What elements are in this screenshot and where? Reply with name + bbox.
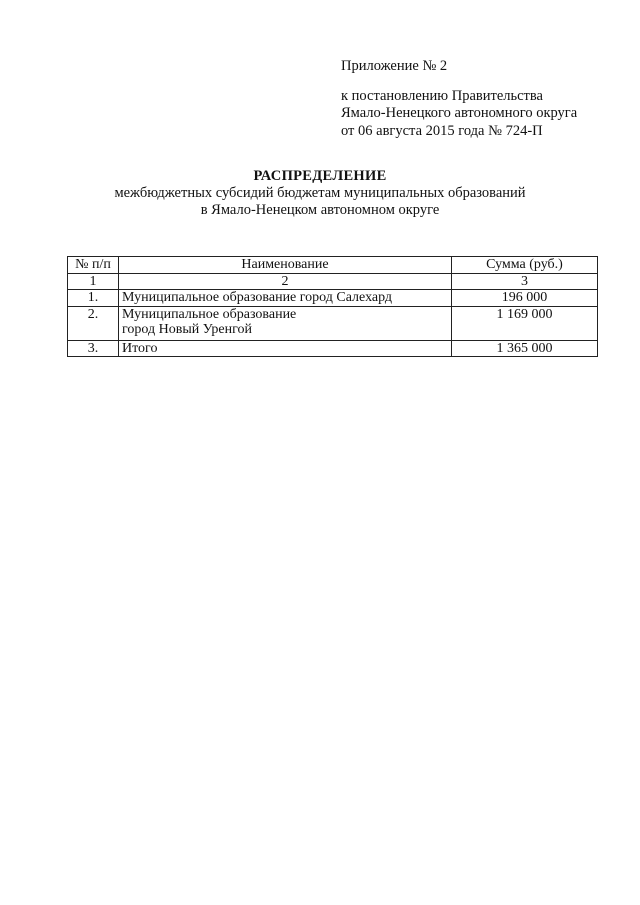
header-sum: Сумма (руб.) [452, 257, 598, 274]
header-number: № п/п [68, 257, 119, 274]
row-name-line-1: Итого [122, 340, 158, 356]
row-name [119, 306, 452, 340]
column-index-1: 1 [68, 273, 119, 290]
appendix-title: Приложение № 2 [341, 58, 448, 74]
appendix-line-3: от 06 августа 2015 года № 724-П [341, 122, 543, 139]
column-index-3: 3 [452, 273, 598, 290]
appendix-line-1: к постановлению Правительства [341, 87, 543, 104]
document-subtitle-line-1: межбюджетных субсидий бюджетам муниципальных образований [114, 185, 526, 201]
row-name [119, 340, 452, 357]
row-sum: 1 169 000 [452, 306, 598, 340]
table-row [68, 306, 598, 340]
column-index-2: 2 [119, 273, 452, 290]
row-number: 2. [68, 306, 119, 340]
appendix-block [341, 58, 577, 140]
header-name: Наименование [119, 257, 452, 274]
row-name-line-1: Муниципальное образование город Салехард [122, 290, 393, 305]
row-name-line-2: город Новый Уренгой [122, 322, 253, 337]
table-total-row [68, 340, 598, 357]
row-sum: 1 365 000 [452, 340, 598, 357]
table-column-index-row [68, 273, 598, 290]
row-name-line-1: Муниципальное образование [122, 306, 297, 322]
document-heading [0, 168, 640, 219]
row-name [119, 290, 452, 307]
table-row [68, 290, 598, 307]
row-sum: 196 000 [452, 290, 598, 307]
table-header-row [68, 257, 598, 274]
appendix-line-2: Ямало-Ненецкого автономного округа [341, 105, 578, 121]
distribution-table [67, 256, 598, 357]
row-number: 1. [68, 290, 119, 307]
row-number: 3. [68, 340, 119, 357]
document-title: РАСПРЕДЕЛЕНИЕ [253, 168, 387, 184]
document-subtitle-line-2: в Ямало-Ненецком автономном округе [200, 202, 440, 218]
